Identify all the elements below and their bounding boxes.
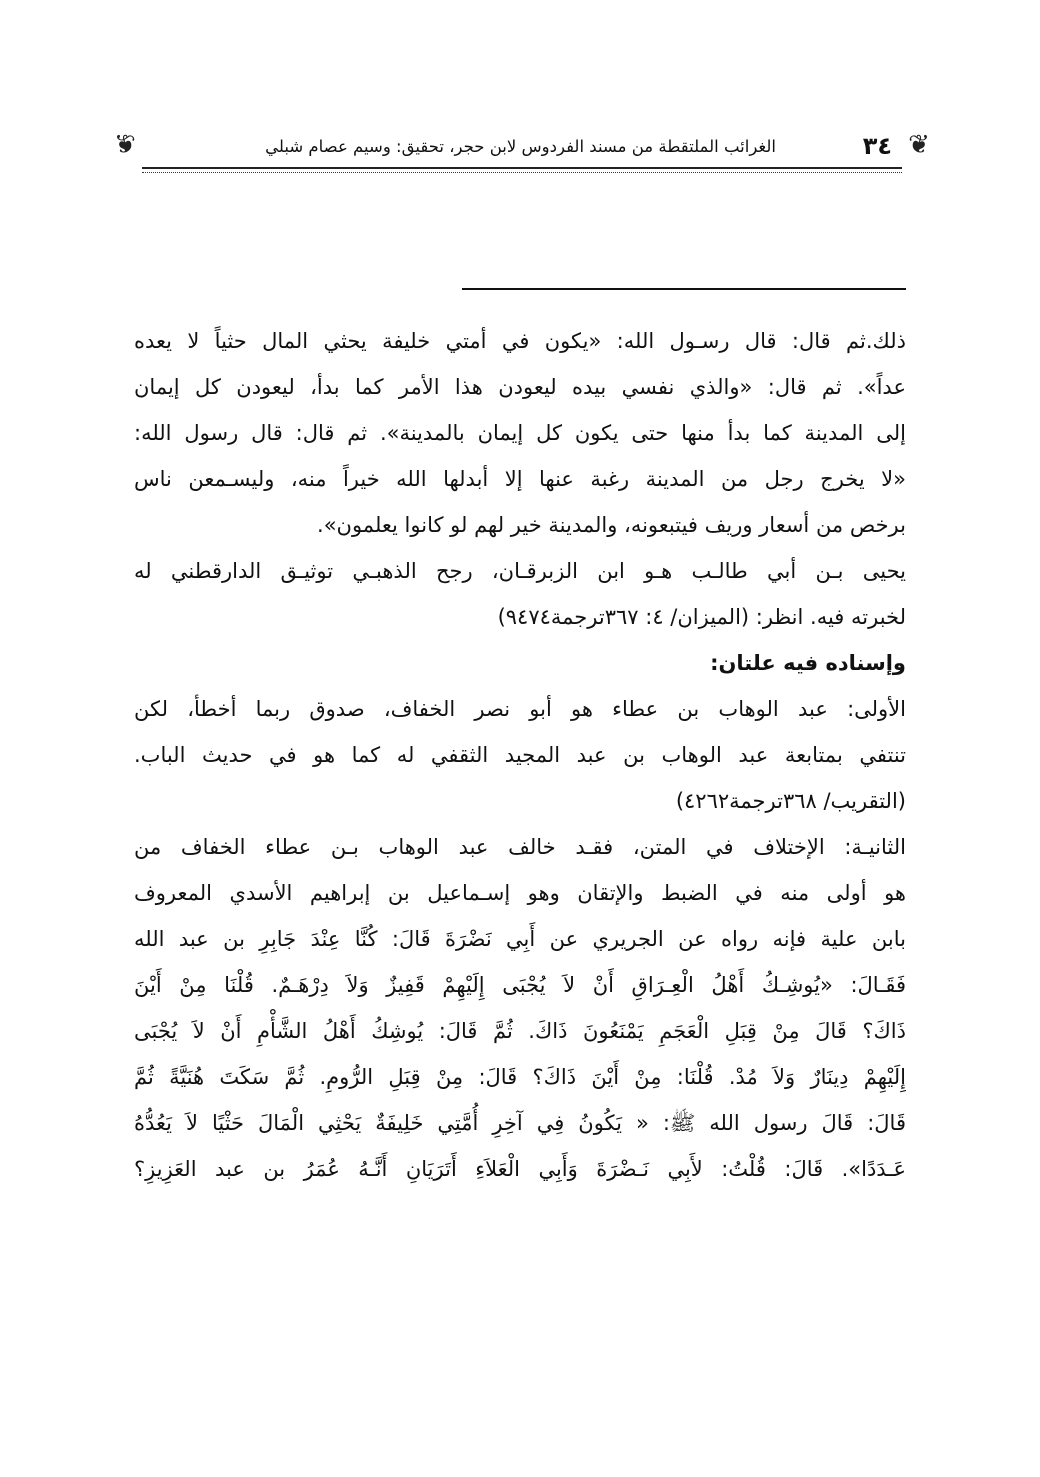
page-number: ٣٤ <box>862 132 892 160</box>
text-line: إِلَيْهِمْ دِينَارٌ وَلاَ مُدْ. قُلْنَا: مِنْ أَيْنَ ذَاكَ؟ قَالَ: مِنْ قِبَلِ الرُّومِ. ثُمَّ سَكَتَ هُنَيَّةً ثُمَّ <box>134 1065 906 1089</box>
header-rule <box>142 167 902 173</box>
text-line: برخص من أسعار وريف فيتبعونه، والمدينة خير لهم لو كانوا يعلمون». <box>317 513 906 537</box>
text-line: ذلك.ثم قال: قال رسـول الله: «يكون في أمتي خليفة يحثي المال حثياً لا يعده <box>134 329 906 353</box>
section-heading: وإسناده فيه علتان: <box>710 651 906 675</box>
text-line: «لا يخرج رجل من المدينة رغبة عنها إلا أبدلها الله خيراً منه، وليسـمعن ناس <box>134 467 906 491</box>
text-line: عداً». ثم قال: «والذي نفسي بيده ليعودن هذا الأمر كما بدأ، ليعودن كل إيمان <box>134 375 906 399</box>
text-line: لخبرته فيه. انظر: (الميزان/ ٤: ٣٦٧ترجمة٩٤٧٤) <box>497 605 906 629</box>
text-line: قَالَ: قَالَ رسول الله ﷺ: « يَكُونُ فِي آخِرِ أُمَّتِي خَلِيفَةٌ يَحْثِي الْمَالَ حَثْيًا لاَ يَعُدُّهُ <box>134 1111 906 1135</box>
ornament-left-icon: ❦ <box>114 130 136 160</box>
text-line: هو أولى منه في الضبط والإتقان وهو إسـماعيل بن إبراهيم الأسدي المعروف <box>134 881 906 905</box>
book-title: الغرائب الملتقطة من مسند الفردوس لابن حجر، تحقيق: وسيم عصام شبلي <box>265 137 776 156</box>
text-line: الثانيـة: الإختلاف في المتن، فقـد خالف عبد الوهاب بـن عطاء الخفاف من <box>134 835 906 859</box>
text-line: ذَاكَ؟ قَالَ مِنْ قِبَلِ الْعَجَمِ يَمْنَعُونَ ذَاكَ. ثُمَّ قَالَ: يُوشِكُ أَهْلُ الشَّأْمِ أَنْ لاَ يُجْبَى <box>134 1019 906 1043</box>
running-header <box>108 124 936 176</box>
body-text <box>134 318 906 1192</box>
text-line: تنتفي بمتابعة عبد الوهاب بن عبد المجيد الثقفي له كما هو في حديث الباب. <box>134 743 906 767</box>
ornament-right-icon: ❦ <box>908 130 930 160</box>
text-separator-line <box>462 288 906 290</box>
text-line: الأولى: عبد الوهاب بن عطاء هو أبو نصر الخفاف، صدوق ربما أخطأ، لكن <box>134 697 906 721</box>
text-line: يحيى بـن أبي طالـب هـو ابن الزبرقـان، رجح الذهبـي توثيـق الدارقطني له <box>134 559 906 583</box>
text-line: (التقريب/ ٣٦٨ترجمة٤٢٦٢) <box>675 789 906 813</box>
text-line: إلى المدينة كما بدأ منها حتى يكون كل إيمان بالمدينة». ثم قال: قال رسول الله: <box>134 421 906 445</box>
text-line: بابن علية فإنه رواه عن الجريري عن أَبِي نَضْرَةَ قَالَ: كُنَّا عِنْدَ جَابِرِ بن عبد الله <box>134 927 906 951</box>
text-line: عَـدَدًا». قَالَ: قُلْتُ: لأَبِي نَـضْرَةَ وَأَبِي الْعَلاَءِ أَتَرَيَانِ أَنَّـهُ عُمَرُ بن عبد العَزِيزِ؟ <box>134 1157 906 1181</box>
text-line: فَقَـالَ: «يُوشِـكُ أَهْلُ الْعِـرَاقِ أَنْ لاَ يُجْبَى إِلَيْهِمْ قَفِيزٌ وَلاَ دِرْهَـمٌ. قُلْنَا مِنْ أَيْنَ <box>134 973 906 997</box>
